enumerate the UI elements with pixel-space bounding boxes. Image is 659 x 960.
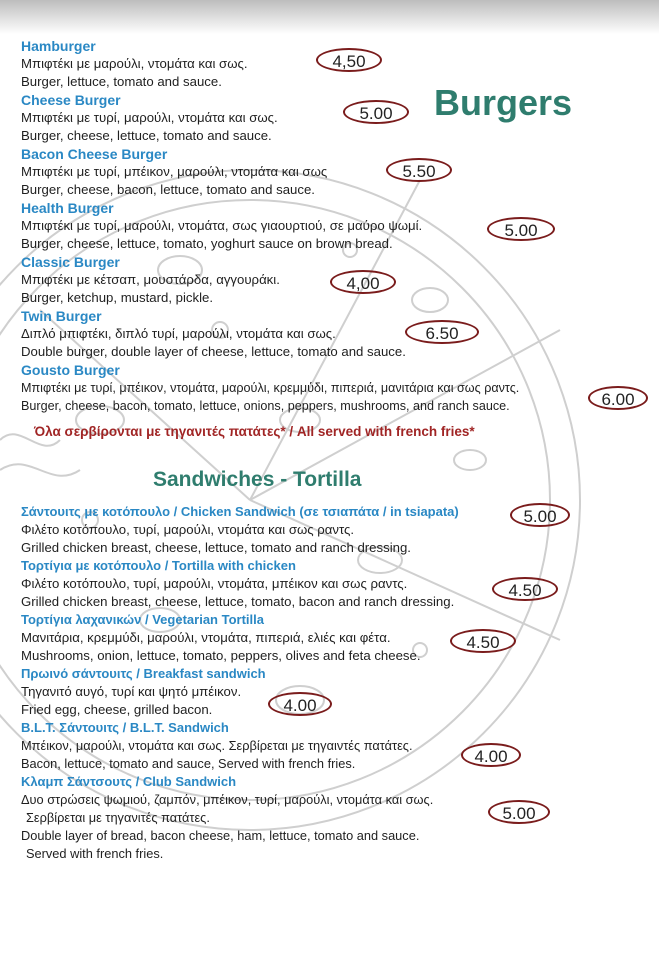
item-description-greek: Μπιφτέκι με μαρούλι, ντομάτα και σως. (21, 56, 248, 71)
price-badge: 5.00 (487, 217, 555, 241)
item-name: Hamburger (21, 38, 96, 54)
fries-note: Όλα σερβίρονται με τηγανιτές πατάτες* / All served with french fries* (34, 424, 475, 439)
item-description-greek: Μπέικον, μαρούλι, ντομάτα και σως. Σερβίρεται με τηγαιντές πατάτες. (21, 738, 413, 753)
item-description-english: Grilled chicken breast, cheese, lettuce, tomato, bacon and ranch dressing. (21, 594, 455, 609)
item-description-english: Burger, ketchup, mustard, pickle. (21, 290, 214, 305)
item-description-english: Fried egg, cheese, grilled bacon. (21, 702, 213, 717)
price-badge: 4.50 (492, 577, 558, 601)
menu-item (21, 719, 413, 773)
item-description-greek: Φιλέτο κοτόπουλο, τυρί, μαρούλι, ντομάτα και σως ραντς. (21, 522, 355, 537)
sandwiches-section-title: Sandwiches - Tortilla (153, 468, 362, 491)
price-badge: 4,00 (330, 270, 396, 294)
menu-item (21, 91, 278, 145)
menu-item (21, 199, 422, 253)
item-description-greek-2: Σερβίρεται με τηγανιτές πατάτες. (26, 810, 210, 825)
item-description-english: Bacon, lettuce, tomato and sauce, Served with french fries. (21, 756, 356, 771)
item-name: Bacon Cheese Burger (21, 146, 168, 162)
menu-item (21, 37, 248, 91)
item-description-greek: Μπιφτέκι με τυρί, μπέικον, μαρούλι, ντομάτα και σως (21, 164, 328, 179)
item-description-greek: Φιλέτο κοτόπουλο, τυρί, μαρούλι, ντομάτα, μπέικον και σως ραντς. (21, 576, 408, 591)
price-badge: 5.00 (488, 800, 550, 824)
item-description-english: Double burger, double layer of cheese, lettuce, tomato and sauce. (21, 344, 406, 359)
menu-item (21, 145, 327, 199)
menu-item (21, 557, 454, 611)
menu-item (21, 503, 459, 557)
item-description-english: Mushrooms, onion, lettuce, tomato, peppers, olives and feta cheese. (21, 648, 421, 663)
price-badge: 4,50 (316, 48, 382, 72)
price-badge: 4.00 (268, 692, 332, 716)
item-name: Health Burger (21, 200, 114, 216)
price-badge: 5.50 (386, 158, 452, 182)
menu-item (21, 773, 433, 863)
item-name: Τορτίγια λαχανικών / Vegetarian Tortilla (21, 612, 264, 627)
item-name: Cheese Burger (21, 92, 121, 108)
item-description-greek: Μπιφτέκι με τυρί, μαρούλι, ντομάτα, σως γιαουρτιού, σε μαύρο ψωμί. (21, 218, 423, 233)
price-badge: 4.50 (450, 629, 516, 653)
item-name: Σάντουιτς με κοτόπουλο / Chicken Sandwich (σε τσιαπάτα / in tsiapata) (21, 504, 459, 519)
menu-item (21, 253, 280, 307)
item-description-english: Double layer of bread, bacon cheese, ham, lettuce, tomato and sauce. (21, 828, 420, 843)
menu-item (21, 665, 266, 719)
item-description-english-2: Served with french fries. (26, 846, 164, 861)
item-name: Πρωινό σάντουιτς / Breakfast sandwich (21, 666, 266, 681)
item-description-greek: Μπιφτέκι με κέτσαπ, μουστάρδα, αγγουράκι. (21, 272, 280, 287)
item-name: B.L.T. Σάντουιτς / B.L.T. Sandwich (21, 720, 229, 735)
item-description-english: Burger, lettuce, tomato and sauce. (21, 74, 222, 89)
price-badge: 4.00 (461, 743, 521, 767)
item-description-english: Burger, cheese, lettuce, tomato, yoghurt sauce on brown bread. (21, 236, 393, 251)
item-description-greek: Μπιφτέκι με τυρί, μαρούλι, ντομάτα και σως. (21, 110, 278, 125)
menu-item (21, 307, 406, 361)
item-name: Classic Burger (21, 254, 120, 270)
item-description-english: Burger, cheese, lettuce, tomato and sauce. (21, 128, 272, 143)
item-description-english: Burger, cheese, bacon, tomato, lettuce, onions, peppers, mushrooms, and ranch sauce. (21, 399, 510, 413)
menu-item (21, 361, 519, 415)
item-name: Κλαμπ Σάντσουτς / Club Sandwich (21, 774, 237, 789)
menu-item (21, 611, 421, 665)
item-description-english: Burger, cheese, bacon, lettuce, tomato and sauce. (21, 182, 315, 197)
item-name: Τορτίγια με κοτόπουλο / Tortilla with chicken (21, 558, 296, 573)
item-name: Gousto Burger (21, 362, 120, 378)
item-description-greek: Τηγανιτό αυγό, τυρί και ψητό μπέικον. (21, 684, 242, 699)
price-badge: 5.00 (510, 503, 570, 527)
item-description-greek: Δυο στρώσεις ψωμιού, ζαμπόν, μπέικον, τυρί, μαρούλι, ντομάτα και σως. (21, 792, 434, 807)
item-name: Twin Burger (21, 308, 102, 324)
item-description-greek: Μανιτάρια, κρεμμύδι, μαρούλι, ντομάτα, πιπεριά, ελιές και φέτα. (21, 630, 391, 645)
item-description-greek: Μπιφτέκι με τυρί, μπέικον, ντομάτα, μαρούλι, κρεμμύδι, πιπεριά, μανιτάρια και σως ραντς. (21, 381, 520, 395)
burgers-section-title: Burgers (434, 82, 573, 123)
item-description-greek: Διπλό μπιφτέκι, διπλό τυρί, μαρούλι, ντομάτα και σως. (21, 326, 336, 341)
item-description-english: Grilled chicken breast, cheese, lettuce, tomato and ranch dressing. (21, 540, 411, 555)
price-badge: 6.00 (588, 386, 648, 410)
price-badge: 6.50 (405, 320, 479, 344)
price-badge: 5.00 (343, 100, 409, 124)
